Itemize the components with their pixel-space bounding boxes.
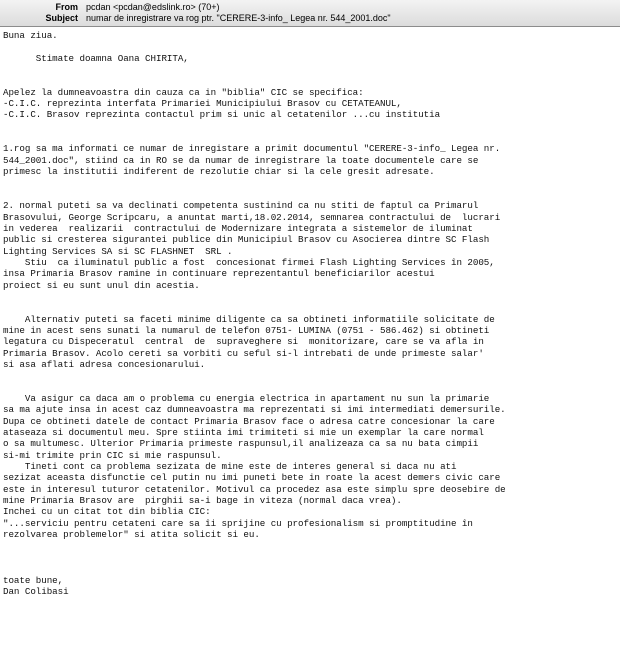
message-line	[3, 75, 615, 86]
message-line	[3, 563, 615, 574]
message-line: "...serviciu pentru cetateni care sa îi sprijine cu profesionalism si promptitudine în	[3, 517, 473, 529]
message-line: mine Primaria Brasov are pirghii sa-i bage in viteza (normal daca vrea).	[3, 495, 402, 507]
message-line: rezolvarea problemelor" si atita solicit si eu.	[3, 529, 260, 541]
message-line: sa ma ajute insa in acest caz dumneavoastra ma reprezentati si imi intermediati demersurile.	[3, 404, 506, 416]
message-line: legatura cu Dispeceratul central de supraveghere si monitorizare, care se va afla in	[3, 336, 484, 348]
message-line: si-mi trimite prin CIC si mie raspunsul.	[3, 449, 222, 461]
message-line: primesc la institutii indiferent de rezolutie chiar si la cele gresit adresate.	[3, 166, 435, 178]
message-line: mine in acest sens sunati la numarul de telefon 0751- LUMINA (0751 - 586.462) si obtineti	[3, 324, 490, 336]
message-line: Alternativ puteti sa faceti minime diligente ca sa obtineti informatiile solicitate de	[3, 313, 495, 325]
from-label: From	[55, 2, 78, 12]
subject-row	[0, 13, 620, 24]
message-line	[3, 64, 615, 75]
message-line: ataseaza si documentul meu. Spre stiinta imi trimiteti si mie un exemplar la care normal	[3, 427, 484, 439]
message-line	[3, 552, 615, 563]
message-line: public si cresterea sigurantei publice din Municipiul Brasov cu Asocierea dintre SC Flash	[3, 234, 490, 246]
message-line: este in interesul tuturor cetatenilor. Motivul ca procedez asa este simplu spre deosebire de	[3, 483, 506, 495]
message-line	[3, 41, 615, 52]
from-row	[0, 2, 620, 13]
message-line: Primaria Brasov. Acolo cereti sa vorbiti cu seful si-l intrebati de unde primeste salar'	[3, 347, 484, 359]
message-line: Dan Colibasi	[3, 585, 69, 597]
message-line	[3, 189, 615, 200]
message-line: -C.I.C. Brasov reprezinta contactul prim si unic al cetatenilor ...cu institutia	[3, 109, 441, 121]
message-line: Dupa ce obtineti datele de contact Primaria Brasov face o adresa catre concesionar la care	[3, 415, 495, 427]
message-line: in vederea realizarii contractului de Modernizare integrata a sistemelor de iluminat	[3, 222, 473, 234]
message-header	[0, 0, 620, 27]
message-line	[3, 121, 615, 132]
message-line	[3, 382, 615, 393]
message-line: o sa multumesc. Ulterior Primaria primeste raspunsul,il analizeaza ca sa nu bata cimpii	[3, 438, 479, 450]
message-line	[3, 302, 615, 313]
message-line: 2. normal puteti sa va declinati competenta sustinind ca nu stiti de faptul ca Primarul	[3, 200, 479, 212]
message-line: Buna ziua.	[3, 30, 58, 41]
message-line: insa Primaria Brasov ramine in continuare reprezentantul beneficiarilor acestui	[3, 268, 435, 280]
message-line: Lighting Services SA si SC FLASHNET SRL .	[3, 245, 233, 257]
message-line: proiect si eu sunt unul din acestia.	[3, 279, 200, 291]
message-line: Stimate doamna Oana CHIRITA,	[3, 52, 189, 64]
message-line	[3, 132, 615, 143]
message-line: Va asigur ca daca am o problema cu energia electrica in apartament nu sun la primarie	[3, 393, 490, 404]
message-line: 544_2001.doc", stiind ca in RO se da numar de inregistrare la toate documentele care se	[3, 154, 479, 166]
message-body[interactable]	[3, 30, 615, 650]
message-line: -C.I.C. reprezinta interfata Primariei Municipiului Brasov cu CETATEANUL,	[3, 98, 402, 110]
message-line: Brasovului, George Scripcaru, a anuntat marti,18.02.2014, semnarea contractului de lucrari	[3, 211, 501, 223]
message-line	[3, 540, 615, 551]
message-line	[3, 370, 615, 381]
message-line: toate bune,	[3, 574, 64, 586]
message-line	[3, 177, 615, 188]
message-line: Apelez la dumneavoastra din cauza ca in "biblia" CIC se specifica:	[3, 86, 364, 98]
from-value[interactable]: pcdan <pcdan@edslink.ro> (70+)	[86, 2, 220, 12]
subject-value: numar de inregistrare va rog ptr. "CERERE-3-info_ Legea nr. 544_2001.doc"	[86, 13, 391, 23]
message-line	[3, 291, 615, 302]
message-line: Inchei cu un citat tot din biblia CIC:	[3, 506, 211, 518]
message-line: 1.rog sa ma informati ce numar de inregistare a primit documentul "CERERE-3-info_ Legea nr.	[3, 143, 501, 155]
message-line: Stiu ca iluminatul public a fost concesionat firmei Flash Lighting Services în 2005,	[3, 256, 495, 268]
subject-label: Subject	[45, 13, 78, 23]
message-line: si asa aflati adresa concesionarului.	[3, 358, 206, 370]
message-line: Tineti cont ca problema sezizata de mine este de interes general si daca nu ati	[3, 461, 457, 473]
message-line: sezizat aceasta disfunctie cel putin nu imi puneti bete in roate la acest demers civic care	[3, 472, 501, 484]
